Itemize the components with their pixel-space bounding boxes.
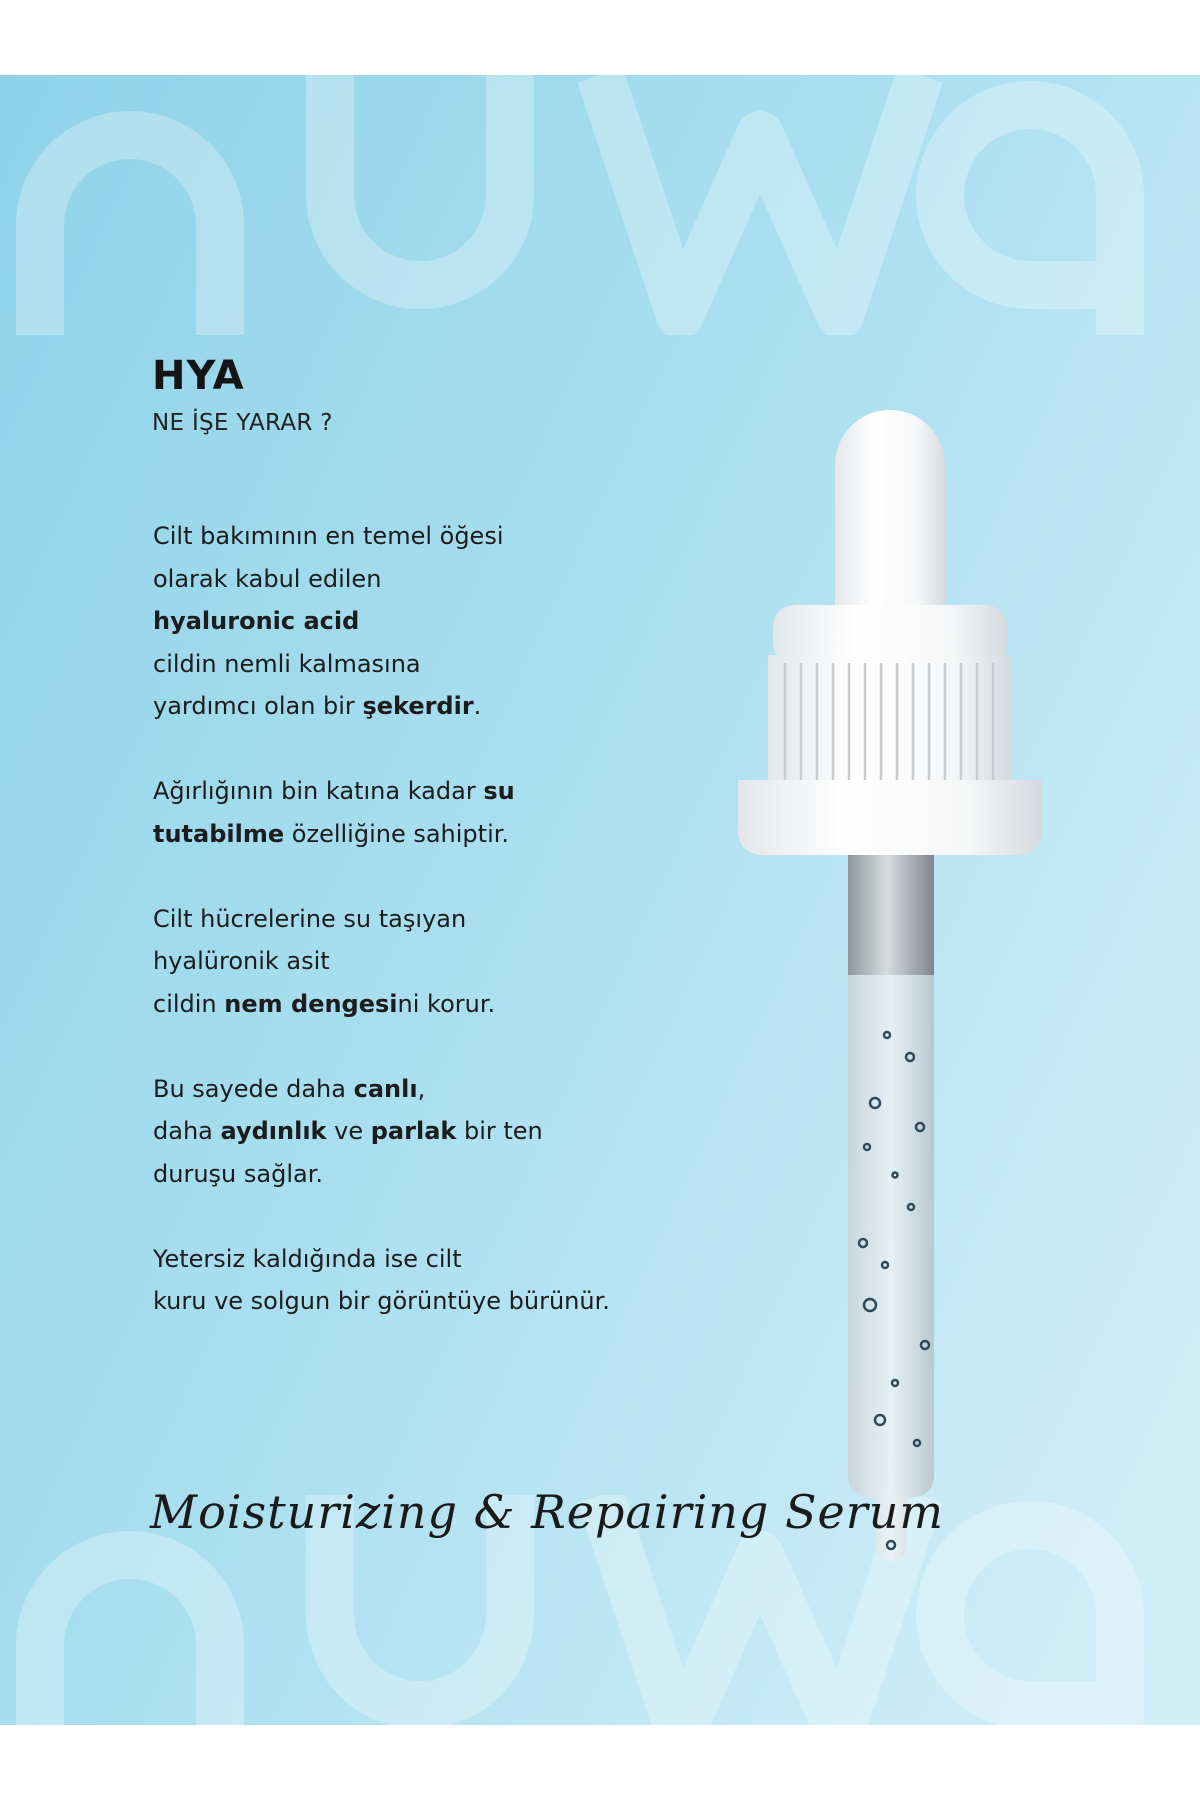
text-span: .	[473, 692, 482, 720]
watermark-text: nuwa	[588, 322, 612, 333]
text-span: yardımcı olan bir	[153, 692, 363, 720]
text-line	[153, 1068, 713, 1111]
product-title: HYA	[152, 353, 245, 399]
text-line: Cilt bakımının en temel öğesi	[153, 522, 504, 550]
poster-panel	[0, 75, 1200, 1725]
text-line: olarak kabul edilen	[153, 564, 382, 593]
text-span-bold: aydınlık	[220, 1117, 327, 1145]
text-span: özelliğine sahiptir.	[284, 819, 510, 848]
text-span: ni korur.	[397, 989, 496, 1018]
brand-watermark-top	[0, 75, 1200, 335]
text-span: ,	[417, 1074, 426, 1103]
description	[153, 515, 713, 1365]
text-span-bold: su	[483, 777, 515, 805]
product-subtitle: NE İŞE YARAR ?	[152, 410, 333, 436]
text-line: duruşu sağlar.	[153, 1159, 323, 1188]
text-span: cildin	[153, 989, 225, 1018]
paragraph-2	[153, 770, 713, 855]
text-line: Cilt hücrelerine su taşıyan	[153, 904, 467, 933]
paragraph-5	[153, 1238, 713, 1323]
text-line	[153, 813, 713, 856]
text-span: Ağırlığının bin katına kadar	[153, 777, 484, 805]
text-line	[153, 1110, 713, 1153]
text-span: Bu sayede daha	[153, 1074, 354, 1103]
text-line-bold: hyaluronic acid	[153, 607, 360, 635]
text-line: hyalüronik asit	[153, 947, 330, 975]
text-span: ve	[326, 1117, 371, 1145]
text-line: kuru ve solgun bir görüntüye bürünür.	[153, 1287, 610, 1315]
product-tagline: Moisturizing & Repairing Serum	[150, 1485, 944, 1539]
text-line	[153, 685, 713, 728]
text-line: Yetersiz kaldığında ise cilt	[153, 1244, 462, 1273]
paragraph-3	[153, 898, 713, 1026]
text-span-bold: parlak	[370, 1117, 457, 1145]
text-line	[153, 770, 713, 813]
text-span: daha	[153, 1117, 221, 1145]
text-span-bold: şekerdir	[362, 692, 474, 720]
text-span-bold: canlı	[353, 1074, 418, 1103]
text-span: bir ten	[456, 1117, 543, 1145]
text-span-bold: nem dengesi	[224, 989, 398, 1018]
paragraph-4	[153, 1068, 713, 1196]
text-span-bold: tutabilme	[153, 819, 285, 848]
text-line	[153, 983, 713, 1026]
paragraph-1	[153, 515, 713, 728]
serum-dropper-illustration	[735, 385, 1055, 1585]
text-line: cildin nemli kalmasına	[153, 649, 421, 678]
